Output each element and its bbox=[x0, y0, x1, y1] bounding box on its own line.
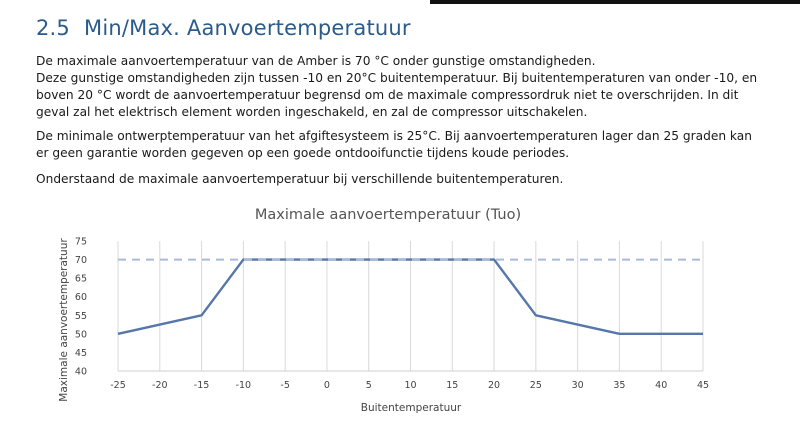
y-axis-label: Maximale aanvoertemperatuur bbox=[58, 238, 70, 402]
y-tick-label: 40 bbox=[74, 366, 87, 378]
paragraph-line: Deze gunstige omstandigheden zijn tussen -10 en 20°C buitentemperatuur. Bij buitentemperaturen van onder -10, en boven 20 °C wordt de aanvoertemperatuur begrensd om de maximale compressordruk niet te overschrijden. In dit geval zal het elektrisch element worden ingeschakeld, en zal de compressor uitschakelen. bbox=[36, 71, 758, 119]
x-tick-label: -15 bbox=[193, 380, 210, 391]
y-tick-label: 55 bbox=[74, 310, 87, 322]
x-tick-label: 30 bbox=[571, 380, 584, 391]
y-tick-label: 45 bbox=[74, 347, 87, 359]
x-tick-label: 40 bbox=[655, 380, 668, 391]
x-tick-label: 15 bbox=[446, 380, 459, 391]
x-tick-label: 45 bbox=[696, 380, 710, 391]
x-tick-label: 0 bbox=[323, 380, 330, 391]
y-tick-label: 70 bbox=[74, 255, 87, 267]
paragraph-min-temperature: De minimale ontwerptemperatuur van het afgiftesysteem is 25°C. Bij aanvoertemperaturen lager dan 25 graden kan er geen garantie worden gegeven op een goede ontdooifunctie tijdens koude periodes. bbox=[36, 129, 752, 160]
y-tick-label: 60 bbox=[74, 292, 87, 304]
paragraph-chart-intro: Onderstaand de maximale aanvoertemperatuur bij verschillende buitentemperaturen. bbox=[36, 172, 564, 186]
paragraph-max-temperature bbox=[36, 53, 766, 121]
section-number: 2.5 bbox=[36, 16, 70, 40]
chart-title: Maximale aanvoertemperatuur (Tuo) bbox=[254, 207, 522, 223]
paragraph-line: De maximale aanvoertemperatuur van de Amber is 70 °C onder gunstige omstandigheden. bbox=[36, 54, 596, 68]
y-axis-ticks bbox=[75, 237, 87, 378]
x-tick-label: -25 bbox=[110, 380, 126, 391]
x-tick-label: -10 bbox=[235, 380, 252, 391]
section-heading bbox=[36, 16, 411, 40]
top-bar bbox=[430, 0, 800, 4]
x-tick-label: -5 bbox=[280, 380, 290, 391]
x-tick-label: -20 bbox=[152, 380, 168, 391]
x-axis-label: Buitentemperatuur bbox=[360, 402, 462, 414]
y-tick-label: 50 bbox=[74, 329, 87, 341]
y-tick-label: 65 bbox=[74, 273, 87, 285]
line-chart bbox=[0, 195, 800, 436]
y-tick-label: 75 bbox=[74, 236, 87, 248]
section-title: Min/Max. Aanvoertemperatuur bbox=[84, 16, 411, 40]
x-tick-label: 20 bbox=[488, 380, 501, 391]
x-tick-label: 5 bbox=[365, 380, 372, 391]
x-tick-label: 35 bbox=[613, 380, 626, 391]
x-tick-label: 10 bbox=[404, 380, 417, 391]
x-axis-ticks bbox=[110, 380, 709, 391]
x-tick-label: 25 bbox=[529, 380, 542, 391]
